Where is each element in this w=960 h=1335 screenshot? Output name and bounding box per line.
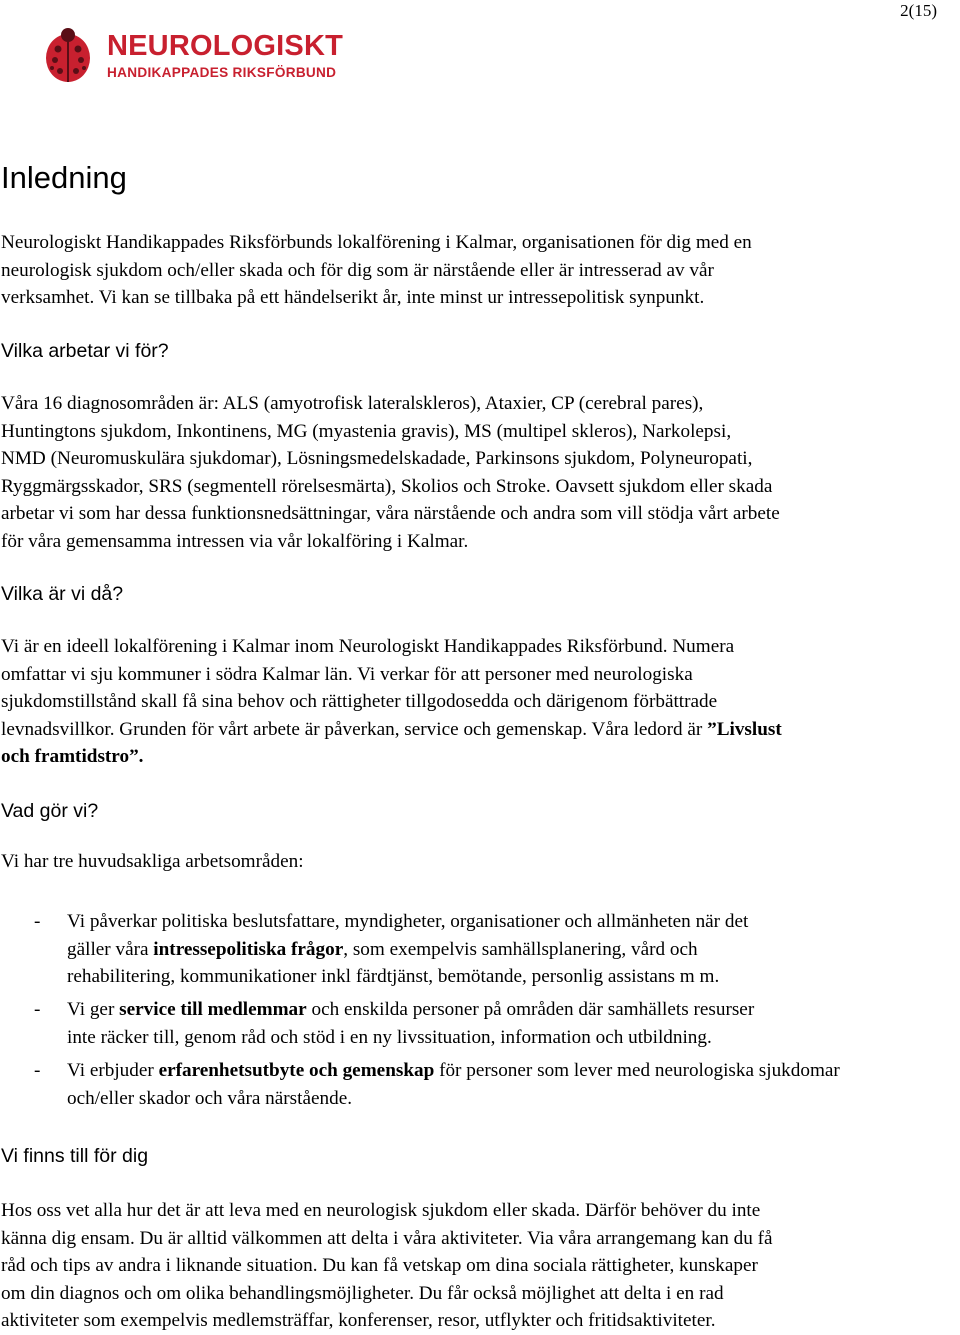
intro-line: Neurologiskt Handikappades Riksförbunds lokalförening i Kalmar, organisationen för dig med en <box>1 232 752 253</box>
list-item-text: och enskilda personer på områden där samhällets resurser <box>306 999 755 1020</box>
for-you-paragraph <box>1 1197 960 1335</box>
paragraph-line: arbetar vi som har dessa funktionsnedsättningar, våra närstående och andra som vill stödja vårt arbete <box>1 503 780 524</box>
intro-line: neurologisk sjukdom och/eller skada och för dig som är närstående eller är intresserad av vår <box>1 259 714 281</box>
section-heading: Vilka arbetar vi för? <box>1 340 169 362</box>
paragraph-line: Vi är en ideell lokalförening i Kalmar inom Neurologiskt Handikappades Riksförbund. Numera <box>1 636 735 657</box>
list-item-line: Vi påverkar politiska beslutsfattare, myndigheter, organisationer och allmänheten när det <box>67 911 749 932</box>
bullet-dash: - <box>34 999 41 1020</box>
list-item-text: Vi erbjuder <box>67 1060 159 1081</box>
paragraph-line: råd och tips av andra i liknande situation. Du kan få vetskap om dina sociala rättigheter, kunskaper <box>1 1255 758 1276</box>
logo <box>44 27 374 87</box>
list-item-text: Vi ger <box>67 999 120 1020</box>
list-item <box>0 996 960 1052</box>
section-heading: Vi finns till för dig <box>1 1145 149 1167</box>
intro-line: verksamhet. Vi kan se tillbaka på ett händelserikt år, inte minst ur intressepolitisk synpunkt. <box>1 287 705 308</box>
ladybug-icon <box>44 27 92 83</box>
paragraph-line: NMD (Neuromuskulära sjukdomar), Lösningsmedelskadade, Parkinsons sjukdom, Polyneuropati, <box>1 448 753 469</box>
paragraph-line: känna dig ensam. Du är alltid välkommen att delta i våra aktiviteter. Via våra arrangemang kan du få <box>1 1227 773 1249</box>
list-item <box>0 908 960 991</box>
emphasis-text: service till medlemmar <box>119 999 307 1020</box>
diagnoses-paragraph <box>1 390 960 555</box>
page-number: 2(15) <box>900 1 937 20</box>
paragraph-line <box>1 716 960 744</box>
about-paragraph <box>1 633 960 771</box>
list-item-line: rehabilitering, kommunikationer inkl färdtjänst, bemötande, personlig assistans m m. <box>67 966 720 987</box>
logo-title: NEUROLOGISKT <box>107 30 344 62</box>
section-heading: Vilka är vi då? <box>1 583 124 605</box>
list-item-line <box>67 996 754 1024</box>
list-item-line <box>67 936 748 964</box>
paragraph-text: levnadsvillkor. Grunden för vårt arbete är påverkan, service och gemenskap. Våra ledord är <box>1 718 708 740</box>
bullet-dash: - <box>34 911 41 932</box>
work-areas-intro <box>1 848 960 876</box>
paragraph-line: sjukdomstillstånd skall få sina behov och rättigheter tillgodosedda och därigenom förbättrade <box>1 691 718 712</box>
motto-text: och framtidstro”. <box>1 746 144 767</box>
paragraph-line: för våra gemensamma intressen via vår lokalföring i Kalmar. <box>1 530 469 552</box>
paragraph-line: aktiviteter som exempelvis medlemsträffar, konferenser, resor, utflykter och fritidsaktiviteter. <box>1 1310 716 1331</box>
paragraph-line: Vi har tre huvudsakliga arbetsområden: <box>1 851 304 872</box>
paragraph-line: Ryggmärgsskador, SRS (segmentell rörelsesmärta), Skolios och Stroke. Oavsett sjukdom eller skada <box>1 475 773 497</box>
motto-text: ”Livslust <box>707 718 782 740</box>
paragraph-line: om din diagnos och om olika behandlingsmöjligheter. Du får också möjlighet att delta i en rad <box>1 1282 724 1304</box>
paragraph-line: Våra 16 diagnosområden är: ALS (amyotrofisk lateralskleros), Ataxier, CP (cerebral pares), <box>1 393 704 414</box>
paragraph-line: omfattar vi sju kommuner i södra Kalmar län. Vi verkar för att personer med neurologiska <box>1 663 693 685</box>
list-item-text: gäller våra <box>67 938 154 960</box>
logo-subtitle: HANDIKAPPADES RIKSFÖRBUND <box>107 65 337 80</box>
intro-paragraph <box>1 229 960 312</box>
section-heading: Vad gör vi? <box>1 800 99 822</box>
emphasis-text: erfarenhetsutbyte och gemenskap <box>158 1060 435 1081</box>
paragraph-line: Hos oss vet alla hur det är att leva med en neurologisk sjukdom eller skada. Därför behöver du inte <box>1 1200 761 1221</box>
page-title: Inledning <box>1 160 127 195</box>
list-item <box>0 1057 960 1113</box>
list-item-text: för personer som lever med neurologiska sjukdomar <box>434 1060 840 1081</box>
paragraph-line: Huntingtons sjukdom, Inkontinens, MG (myastenia gravis), MS (multipel skleros), Narkolepsi, <box>1 420 732 442</box>
paragraph-line <box>1 743 960 771</box>
emphasis-text: intressepolitiska frågor <box>153 938 344 960</box>
list-item-text: , som exempelvis samhällsplanering, vård och <box>343 938 698 960</box>
bullet-dash: - <box>34 1060 41 1081</box>
list-item-line <box>67 1057 840 1085</box>
list-item-line: inte räcker till, genom råd och stöd i en ny livssituation, information och utbildning. <box>67 1026 712 1048</box>
list-item-line: och/eller skador och våra närstående. <box>67 1087 353 1109</box>
